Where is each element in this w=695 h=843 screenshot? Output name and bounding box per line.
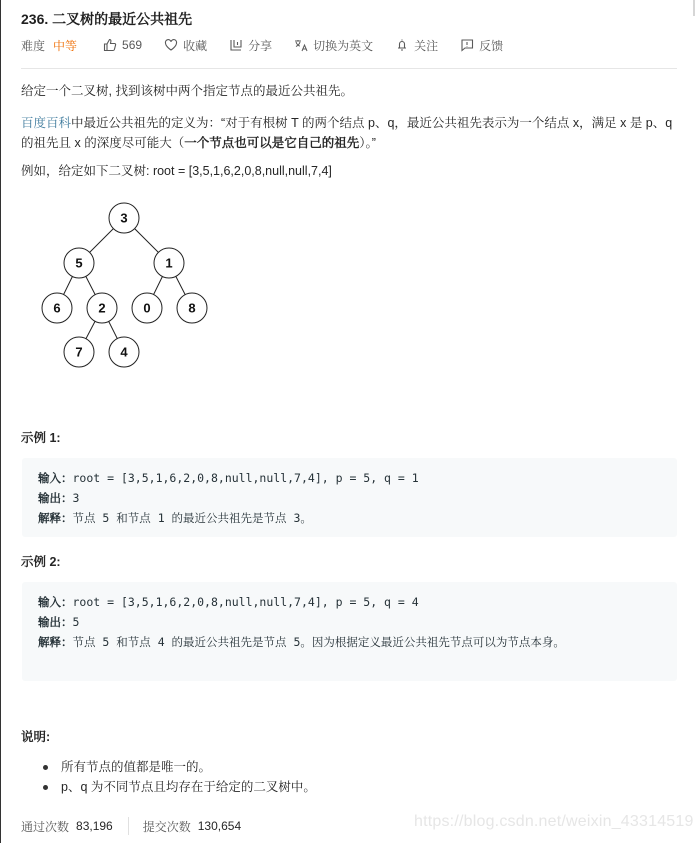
follow-label: 关注 <box>414 38 439 53</box>
example-2-explain: 节点 5 和节点 4 的最近公共祖先是节点 5。因为根据定义最近公共祖先节点可以为节点本身。 <box>72 635 565 649</box>
tree-node <box>109 203 139 233</box>
like-button[interactable] <box>103 38 142 52</box>
svg-text:0: 0 <box>143 300 151 316</box>
share-button[interactable] <box>229 37 272 54</box>
thumbs-up-icon <box>103 38 117 52</box>
example-2-output: 5 <box>72 615 80 629</box>
feedback-icon <box>460 38 474 52</box>
problem-toolbar <box>21 37 525 53</box>
svg-text:6: 6 <box>53 300 61 316</box>
tree-node <box>109 337 139 367</box>
header-divider <box>21 68 677 69</box>
binary-tree-diagram <box>31 195 221 375</box>
definition-text-b: ）。” <box>359 136 376 150</box>
description-intro: 给定一个二叉树, 找到该树中两个指定节点的最近公共祖先。 <box>21 84 353 98</box>
submissions-label: 提交次数 <box>142 819 191 834</box>
tree-node <box>42 293 72 323</box>
example-1-title: 示例 1: <box>21 431 61 445</box>
follow-button[interactable] <box>395 37 438 54</box>
bell-icon <box>395 38 409 52</box>
translate-icon <box>294 38 308 52</box>
translate-button[interactable] <box>294 37 373 54</box>
share-icon <box>229 38 243 52</box>
note-item: p、q 为不同节点且均存在于给定的二叉树中。 <box>41 777 316 797</box>
notes-list <box>41 757 316 797</box>
explain-label: 解释： <box>38 511 73 525</box>
example-2-title: 示例 2: <box>21 555 61 569</box>
description-example-intro: 例如，给定如下二叉树: root = [3,5,1,6,2,0,8,null,null,7,4] <box>21 164 332 178</box>
submissions-count: 130,654 <box>197 819 242 833</box>
tree-nodes <box>42 203 207 367</box>
accepted-label: 通过次数 <box>21 819 70 834</box>
svg-text:4: 4 <box>120 344 128 360</box>
tree-node <box>177 293 207 323</box>
tree-edges <box>57 218 192 352</box>
notes-title: 说明: <box>21 730 51 744</box>
input-label: 输入： <box>38 595 73 609</box>
example-2-code <box>22 582 677 681</box>
stats-divider <box>128 817 129 835</box>
example-1-output-line <box>38 488 661 508</box>
example-2-explain-line <box>38 632 661 652</box>
example-1-explain: 节点 5 和节点 1 的最近公共祖先是节点 3。 <box>72 511 312 525</box>
example-1-input-line <box>38 468 661 488</box>
submission-stats <box>21 817 241 835</box>
example-1-code <box>22 458 677 537</box>
example-1-output: 3 <box>72 491 80 505</box>
explain-label: 解释： <box>38 635 73 649</box>
feedback-button[interactable] <box>460 37 503 54</box>
svg-text:7: 7 <box>75 344 83 360</box>
example-1-explain-line <box>38 508 661 528</box>
share-label: 分享 <box>248 38 273 53</box>
like-count: 569 <box>122 38 143 52</box>
difficulty-badge: 中等 <box>53 38 78 53</box>
example-1-input: root = [3,5,1,6,2,0,8,null,null,7,4], p = 5, q = 1 <box>72 471 419 485</box>
output-label: 输出： <box>38 615 73 629</box>
example-2-output-line <box>38 612 661 632</box>
tree-node <box>154 248 184 278</box>
translate-label: 切换为英文 <box>313 38 374 53</box>
svg-text:5: 5 <box>75 255 83 271</box>
feedback-label: 反馈 <box>479 38 504 53</box>
svg-text:3: 3 <box>120 210 128 226</box>
input-label: 输入： <box>38 471 73 485</box>
tree-node <box>64 337 94 367</box>
definition-text-a: 中最近公共祖先的定义为：“对于有根树 T 的两个结点 p、q，最近公共祖先表示为一个结点 x，满足 x 是 p、q 的祖先且 x 的深度尽可能大（ <box>21 116 673 150</box>
example-2-input-line <box>38 592 661 612</box>
output-label: 输出： <box>38 491 73 505</box>
tree-node <box>132 293 162 323</box>
watermark: https://blog.csdn.net/weixin_43314519 <box>414 813 694 830</box>
note-item: 所有节点的值都是唯一的。 <box>41 757 316 777</box>
description-definition <box>21 113 677 153</box>
favorite-label: 收藏 <box>183 38 208 53</box>
heart-icon <box>164 38 178 52</box>
tree-node <box>64 248 94 278</box>
example-2-input: root = [3,5,1,6,2,0,8,null,null,7,4], p = 5, q = 4 <box>72 595 419 609</box>
tree-node <box>87 293 117 323</box>
favorite-button[interactable] <box>164 37 207 54</box>
svg-text:8: 8 <box>188 300 196 316</box>
svg-text:1: 1 <box>165 255 173 271</box>
baidu-baike-link[interactable]: 百度百科 <box>21 116 72 130</box>
definition-bold-text: 一个节点也可以是它自己的祖先 <box>184 136 360 150</box>
difficulty-label: 难度 <box>21 38 46 53</box>
svg-text:2: 2 <box>98 300 106 316</box>
accepted-count: 83,196 <box>76 819 113 833</box>
problem-title: 236. 二叉树的最近公共祖先 <box>21 11 193 27</box>
